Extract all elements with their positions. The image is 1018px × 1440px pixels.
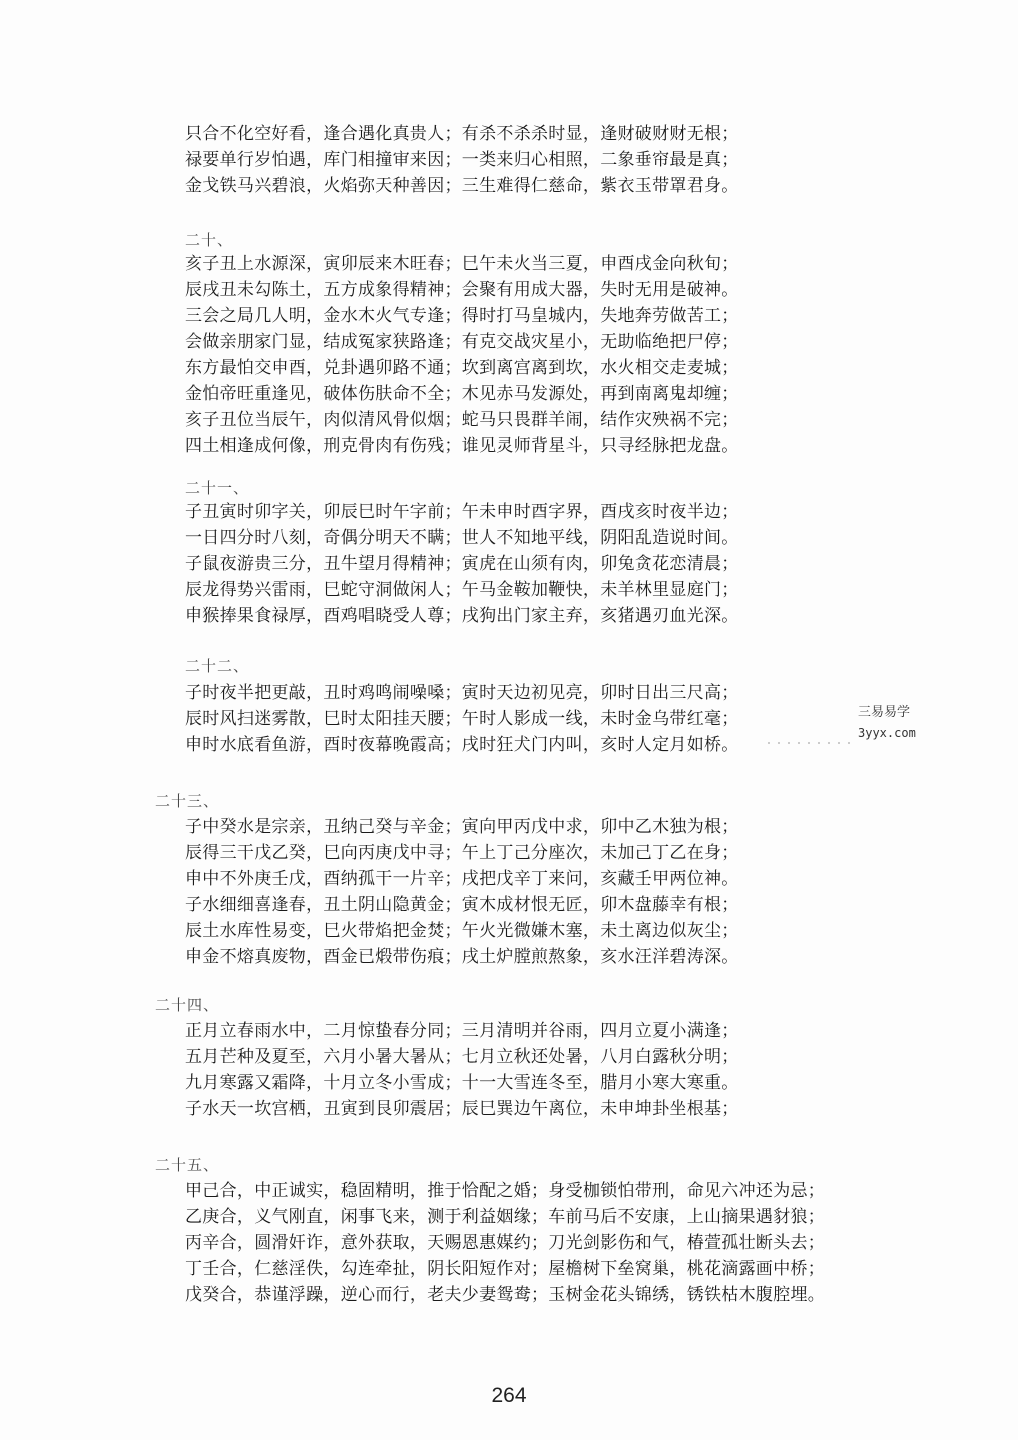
text-block	[185, 814, 739, 970]
verse-line: 子鼠夜游贵三分，丑牛望月得精神；寅虎在山须有肉，卯兔贪花恋清晨；	[185, 554, 739, 574]
verse-line: 亥子丑上水源深，寅卯辰来木旺春；巳午未火当三夏，申酉戌金向秋旬；	[185, 254, 739, 274]
verse-line: 辰得三干戊乙癸，巳向丙庚戊中寻；午上丁己分座次，未加己丁乙在身；	[185, 843, 739, 863]
page-number: 264	[491, 1384, 527, 1407]
verse-line: 五月芒种及夏至，六月小暑大暑从；七月立秋还处暑，八月白露秋分明；	[185, 1047, 739, 1067]
watermark-url: 3yyx.com	[858, 726, 916, 740]
section-heading: 二十一、	[185, 479, 250, 497]
verse-line: 子丑寅时卯字关，卯辰巳时午字前；午未申时酉字界，酉戌亥时夜半边；	[185, 502, 739, 522]
verse-line: 禄要单行岁怕遇，库门相撞审来因；一类来归心相照，二象垂帘最是真；	[185, 150, 739, 170]
verse-line: 四土相逢成何像，刑克骨肉有伤残；谁见灵师背星斗，只寻经脉把龙盘。	[185, 436, 739, 456]
section-heading: 二十五、	[155, 1156, 220, 1174]
text-block	[185, 229, 233, 251]
text-block	[185, 251, 739, 459]
text-block	[185, 1178, 825, 1308]
verse-line: 正月立春雨水中，二月惊蛰春分同；三月清明并谷雨，四月立夏小满逢；	[185, 1021, 739, 1041]
text-block	[185, 499, 739, 629]
verse-line: 子中癸水是宗亲，丑纳己癸与辛金；寅向甲丙戊中求，卯中乙木独为根；	[185, 817, 739, 837]
verse-line: 亥子丑位当辰午，肉似清风骨似烟；蛇马只畏群羊闹，结作灾殃祸不完；	[185, 410, 739, 430]
verse-line: 东方最怕交申酉，兑卦遇卯路不通；坎到离宫离到坎，水火相交走麦城；	[185, 358, 739, 378]
section-heading: 二十二、	[185, 657, 250, 675]
verse-line: 子水天一坎宫栖，丑寅到艮卯震居；辰巳巽边午离位，未申坤卦坐根基；	[185, 1099, 739, 1119]
verse-line: 会做亲朋家门显，结成冤家狭路逢；有克交战灾星小，无助临绝把尸停；	[185, 332, 739, 352]
verse-line: 申中不外庚壬戊，酉纳孤干一片辛；戌把戊辛丁来问，亥藏壬甲两位神。	[185, 869, 739, 889]
verse-line: 戊癸合，恭谨浮躁，逆心而行，老夫少妻鸳鸯；玉树金花头锦绣，锈铁枯木腹腔埋。	[185, 1285, 826, 1305]
section-heading: 二十四、	[155, 996, 220, 1014]
verse-line: 申金不熔真废物，酉金已煅带伤痕；戌土炉膛煎熬象，亥水汪洋碧涛深。	[185, 947, 739, 967]
text-block	[185, 1018, 739, 1122]
text-block	[155, 1154, 219, 1176]
verse-line: 丙辛合，圆滑奸诈，意外获取，天赐恩惠媒约；刀光剑影伤和气，椿萱孤壮断头去；	[185, 1233, 826, 1253]
verse-line: 辰时风扫迷雾散，巳时太阳挂天腰；午时人影成一线，未时金乌带红毫；	[185, 709, 739, 729]
verse-line: 金怕帝旺重逢见，破体伤肤命不全；木见赤马发源处，再到南离鬼却缠；	[185, 384, 739, 404]
verse-line: 申时水底看鱼游，酉时夜幕晚霞高；戌时狂犬门内叫，亥时人定月如桥。	[185, 735, 739, 755]
verse-line: 辰龙得势兴雷雨，巳蛇守洞做闲人；午马金鞍加鞭快，未羊林里显庭门；	[185, 580, 739, 600]
verse-line: 甲己合，中正诚实，稳固精明，推于恰配之婚；身受枷锁怕带刑，命见六冲还为忌；	[185, 1181, 826, 1201]
verse-line: 乙庚合，义气刚直，闲事飞来，测于利益姻缘；车前马后不安康，上山摘果遇豺狼；	[185, 1207, 826, 1227]
verse-line: 金戈铁马兴碧浪，火焰弥天种善因；三生难得仁慈命，紫衣玉带罩君身。	[185, 176, 739, 196]
verse-line: 丁壬合，仁慈淫佚，勾连牵扯，阴长阳短作对；屋檐树下垒窝巢，桃花滴露画中桥；	[185, 1259, 826, 1279]
text-block	[155, 994, 219, 1016]
verse-line: 辰土水库性易变，巳火带焰把金焚；午火光微嫌木塞，未土离边似灰尘；	[185, 921, 739, 941]
section-heading: 二十三、	[155, 792, 220, 810]
watermark-name: 三易易学	[858, 705, 911, 720]
verse-line: 子水细细喜逢春，丑土阴山隐黄金；寅木成材恨无匠，卯木盘藤幸有根；	[185, 895, 739, 915]
text-block	[185, 477, 249, 499]
verse-line: 只合不化空好看，逢合遇化真贵人；有杀不杀杀时显，逢财破财财无根；	[185, 124, 739, 144]
text-block	[185, 655, 249, 677]
verse-line: 子时夜半把更敲，丑时鸡鸣闹噪嗓；寅时天边初见亮，卯时日出三尺高；	[185, 683, 739, 703]
text-block	[185, 121, 739, 199]
watermark	[858, 703, 916, 743]
verse-line: 辰戌丑未勾陈土，五方成象得精神；会聚有用成大器，失时无用是破神。	[185, 280, 739, 300]
text-block	[185, 680, 739, 758]
verse-line: 九月寒露又霜降，十月立冬小雪成；十一大雪连冬至，腊月小寒大寒重。	[185, 1073, 739, 1093]
verse-line: 一日四分时八刻，奇偶分明天不瞒；世人不知地平线，阴阳乱造说时间。	[185, 528, 739, 548]
dotted-leader	[764, 742, 852, 744]
text-block	[155, 790, 219, 812]
section-heading: 二十、	[185, 231, 234, 249]
verse-line: 三会之局几人明，金水木火气专逢；得时打马皇城内，失地奔劳做苦工；	[185, 306, 739, 326]
verse-line: 申猴捧果食禄厚，酉鸡唱晓受人尊；戌狗出门家主弃，亥猪遇刃血光深。	[185, 606, 739, 626]
